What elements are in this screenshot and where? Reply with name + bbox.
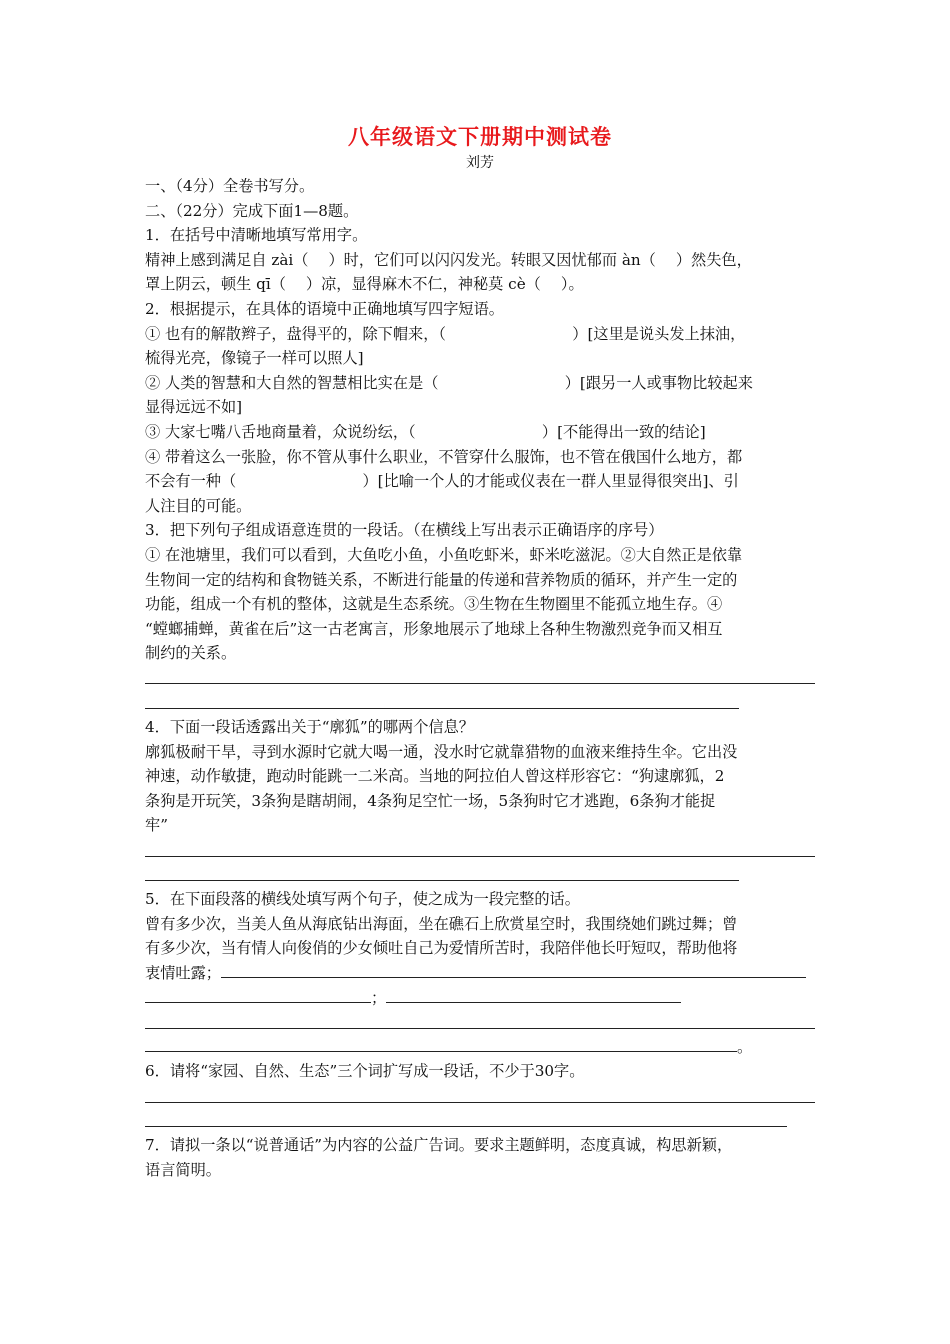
q4-stem: 4．下面一段话透露出关于“廓狐”的哪两个信息？ [145,718,474,737]
q3-line-3: 功能，组成一个有机的整体，这就是生态系统。③生物在生物圈里不能孤立地生存。④ [145,595,723,614]
q6-answer-line-2[interactable] [145,1126,787,1127]
q2-item-4a: ④ 带着这么一张脸，你不管从事什么职业，不管穿什么服饰，也不管在俄国什么地方，都 [145,447,743,466]
q5-line-6 [145,1035,815,1060]
q5-line-3-text: 衷情吐露； [145,964,221,982]
q4-answer-line-1[interactable] [145,856,815,857]
q2-item-2a: ② 人类的智慧和大自然的智慧相比实在是（ ）[跟另一人或事物比较起来 [145,373,753,392]
q2-item-4b: 不会有一种（ ）[比喻一个人的才能或仪表在一群人里显得很突出]、引 [145,472,739,491]
q3-line-4: “螳螂捕蝉，黄雀在后”这一古老寓言，形象地展示了地球上各种生物激烈竞争而又相互 [145,619,723,638]
q5-blank-1[interactable] [221,961,806,978]
q3-answer-line-1[interactable] [145,683,815,684]
q5-blank-1-cont[interactable] [145,986,371,1003]
q7-line-2: 语言简明。 [145,1160,221,1179]
exam-page [145,122,815,1182]
q4-answer-line-2[interactable] [145,880,739,881]
q4-line-4: 牢” [145,816,168,835]
section-1: 一、（4分）全卷书写分。 [145,177,315,195]
q5-blank-2-line-2[interactable] [145,1028,815,1029]
q5-line-1: 曾有多少次，当美人鱼从海底钻出海面，坐在礁石上欣赏星空时，我围绕她们跳过舞；曾 [145,914,738,933]
q1-line-1: 精神上感到满足自 zài（ ）时，它们可以闪闪发光。转眼又因忧郁而 àn（ ）然失色， [145,250,752,269]
page-title: 八年级语文下册期中测试卷 [348,124,612,149]
section-2: 二、（22分）完成下面1—8题。 [145,201,359,220]
q2-item-1a: ① 也有的解散辫子，盘得平的，除下帽来，（ ）[这里是说头发上抹油， [145,324,746,343]
author-name: 刘芳 [466,155,494,171]
q2-stem: 2．根据提示，在具体的语境中正确地填写四字短语。 [145,299,504,318]
q2-item-3: ③ 大家七嘴八舌地商量着，众说纷纭，（ ）[不能得出一致的结论] [145,422,706,441]
q6-stem: 6．请将“家园、自然、生态”三个词扩写成一段话，不少于30字。 [145,1062,585,1081]
q4-line-1: 廓狐极耐干旱，寻到水源时它就大喝一通，没水时它就靠猎物的血液来维持生伞。它出没 [145,742,738,761]
q3-stem: 3．把下列句子组成语意连贯的一段话。（在横线上写出表示正确语序的序号） [145,521,664,540]
q5-line-3 [145,961,815,986]
q3-line-5: 制约的关系。 [145,644,237,663]
q3-line-1: ① 在池塘里，我们可以看到，大鱼吃小鱼，小鱼吃虾米，虾米吃滋泥。②大自然正是依靠 [145,545,743,564]
q2-item-2b: 显得远远不如] [145,398,243,417]
q5-line-2: 有多少次，当有情人向俊俏的少女倾吐自己为爱情所苦时，我陪伴他长吁短叹，帮助他将 [145,939,738,958]
q2-item-1b: 梳得光亮，像镜子一样可以照人] [145,349,364,368]
q3-line-2: 生物间一定的结构和食物链关系，不断进行能量的传递和营养物质的循环，并产生一定的 [145,570,738,589]
q5-line-4 [145,986,815,1011]
q1-stem: 1．在括号中清晰地填写常用字。 [145,226,368,245]
q2-item-4c: 人注目的可能。 [145,496,252,515]
q3-answer-line-2[interactable] [145,708,739,709]
q5-blank-2[interactable] [386,986,681,1003]
q5-semicolon: ； [371,988,387,1007]
q4-line-3: 条狗是开玩笑，3条狗是瞎胡闹，4条狗足空忙一场，5条狗时它才逃跑，6条狗才能捉 [145,791,716,810]
q5-stem: 5．在下面段落的横线处填写两个句子，使之成为一段完整的话。 [145,890,580,909]
q4-line-2: 神速，动作敏捷，跑动时能跳一二米高。当地的阿拉伯人曾这样形容它：“狗逮廓狐，2 [145,767,725,786]
q5-period: 。 [737,1037,753,1056]
q7-line-1: 7．请拟一条以“说普通话”为内容的公益广告词。要求主题鲜明，态度真诚，构思新颖， [145,1136,733,1155]
q6-answer-line-1[interactable] [145,1102,815,1103]
q1-line-2: 罩上阴云，顿生 qī（ ）凉，显得麻木不仁，神秘莫 cè（ ）。 [145,275,584,294]
q5-blank-2-line-3[interactable] [145,1035,737,1052]
